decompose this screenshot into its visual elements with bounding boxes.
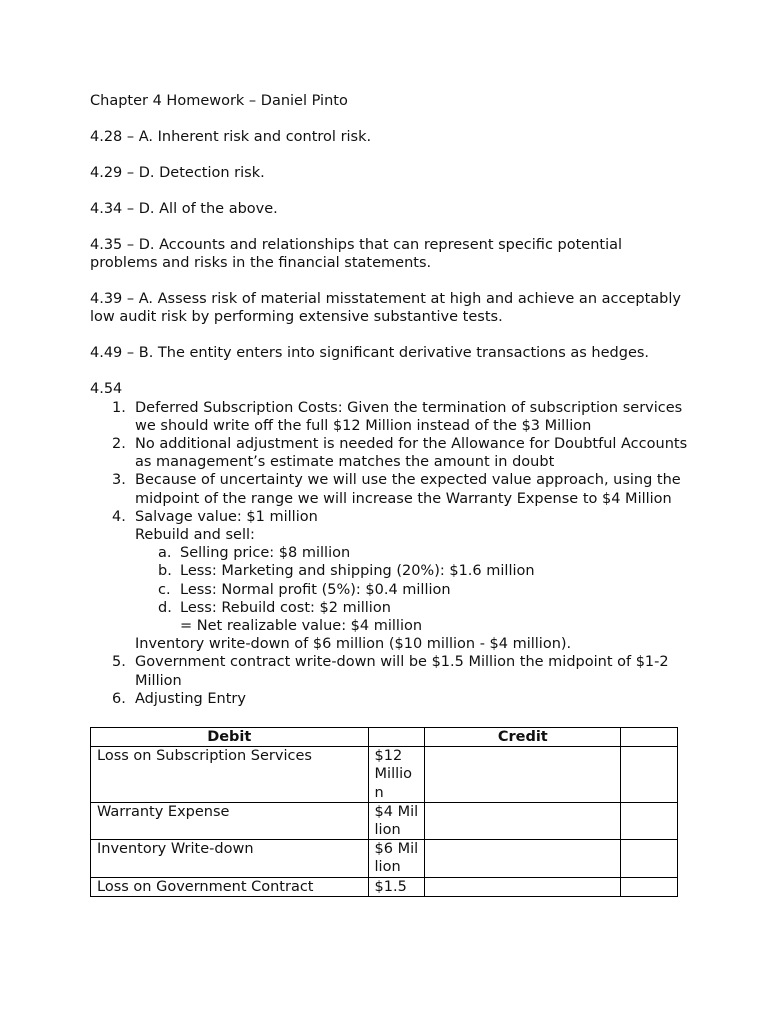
list-number: 4. [112,508,126,525]
sub-list-letter: c. [158,581,171,598]
answer-4-35: 4.35 – D. Accounts and relationships that can represent specific potential problems and risks in the financial statements. [90,237,623,272]
debit-amount: $1.5 [368,877,425,896]
answer-4-29: 4.29 – D. Detection risk. [90,165,265,181]
debit-amount: $4 Million [368,802,425,839]
list-item [90,435,690,471]
credit-amount [621,877,678,896]
sub-list-letter: d. [158,599,172,616]
header-credit-amount [621,728,678,747]
answer-4-49: 4.49 – B. The entity enters into significant derivative transactions as hedges. [90,345,650,362]
list-number: 3. [112,472,126,489]
debit-account: Loss on Subscription Services [91,747,369,803]
table-row [91,802,678,839]
header-debit-amount [368,728,425,747]
net-realizable-value: = Net realizable value: $4 million [180,618,423,635]
sub-list-text: Less: Marketing and shipping (20%): $1.6 million [180,563,535,580]
debit-account: Inventory Write-down [91,840,369,877]
list-item [90,690,690,708]
list-item [90,653,690,689]
list-text: Because of uncertainty we will use the expected value approach, using the midpoint of the range we will increase the Warranty Expense to $4 Million [135,472,681,507]
list-number: 1. [112,399,126,416]
list-text: Adjusting Entry [135,690,246,707]
list-text: Deferred Subscription Costs: Given the termination of subscription services we should write off the full $12 Million instead of the $3 Million [135,399,683,434]
list-item [90,508,690,526]
sub-list-text: Less: Rebuild cost: $2 million [180,599,391,616]
sub-list-letter: b. [158,563,172,580]
credit-amount [621,840,678,877]
credit-account [425,802,621,839]
sub-list-text: Less: Normal profit (5%): $0.4 million [180,581,451,598]
debit-amount: $6 Million [368,840,425,877]
rebuild-label: Rebuild and sell: [135,527,255,544]
table-header-row [91,728,678,747]
sub-list-letter: a. [158,545,172,562]
list-number: 2. [112,436,126,453]
header-debit: Debit [91,728,369,747]
doc-title: Chapter 4 Homework – Daniel Pinto [90,93,348,109]
table-row [91,840,678,877]
sub-list-item [90,581,690,599]
credit-amount [621,802,678,839]
table-row [91,747,678,803]
list-item [90,399,690,435]
header-credit: Credit [425,728,621,747]
sub-list-item [90,599,690,617]
adjusting-entry-table [90,727,678,897]
problem-label: 4.54 [90,381,123,398]
sub-list-item [90,544,690,562]
debit-amount: $12 Million [368,747,425,803]
answer-4-28: 4.28 – A. Inherent risk and control risk. [90,129,372,145]
list-item [90,471,690,507]
debit-account: Loss on Government Contract [91,877,369,896]
sub-list-item [90,562,690,580]
list-text: Salvage value: $1 million [135,508,318,525]
list-number: 6. [112,690,126,707]
list-number: 5. [112,654,126,671]
table-row [91,877,678,896]
credit-account [425,747,621,803]
debit-account: Warranty Expense [91,802,369,839]
inventory-writedown-text: Inventory write-down of $6 million ($10 million - $4 million). [135,636,572,653]
document-body [90,92,690,708]
list-text: Government contract write-down will be $1.5 Million the midpoint of $1-2 Million [135,654,669,689]
credit-amount [621,747,678,803]
list-text: No additional adjustment is needed for the Allowance for Doubtful Accounts as management’s estimate matches the amount in doubt [135,436,688,471]
answer-4-39: 4.39 – A. Assess risk of material misstatement at high and achieve an acceptably low audit risk by performing extensive substantive tests. [90,291,681,326]
credit-account [425,877,621,896]
answer-4-34: 4.34 – D. All of the above. [90,201,278,217]
sub-list-text: Selling price: $8 million [180,545,351,562]
credit-account [425,840,621,877]
